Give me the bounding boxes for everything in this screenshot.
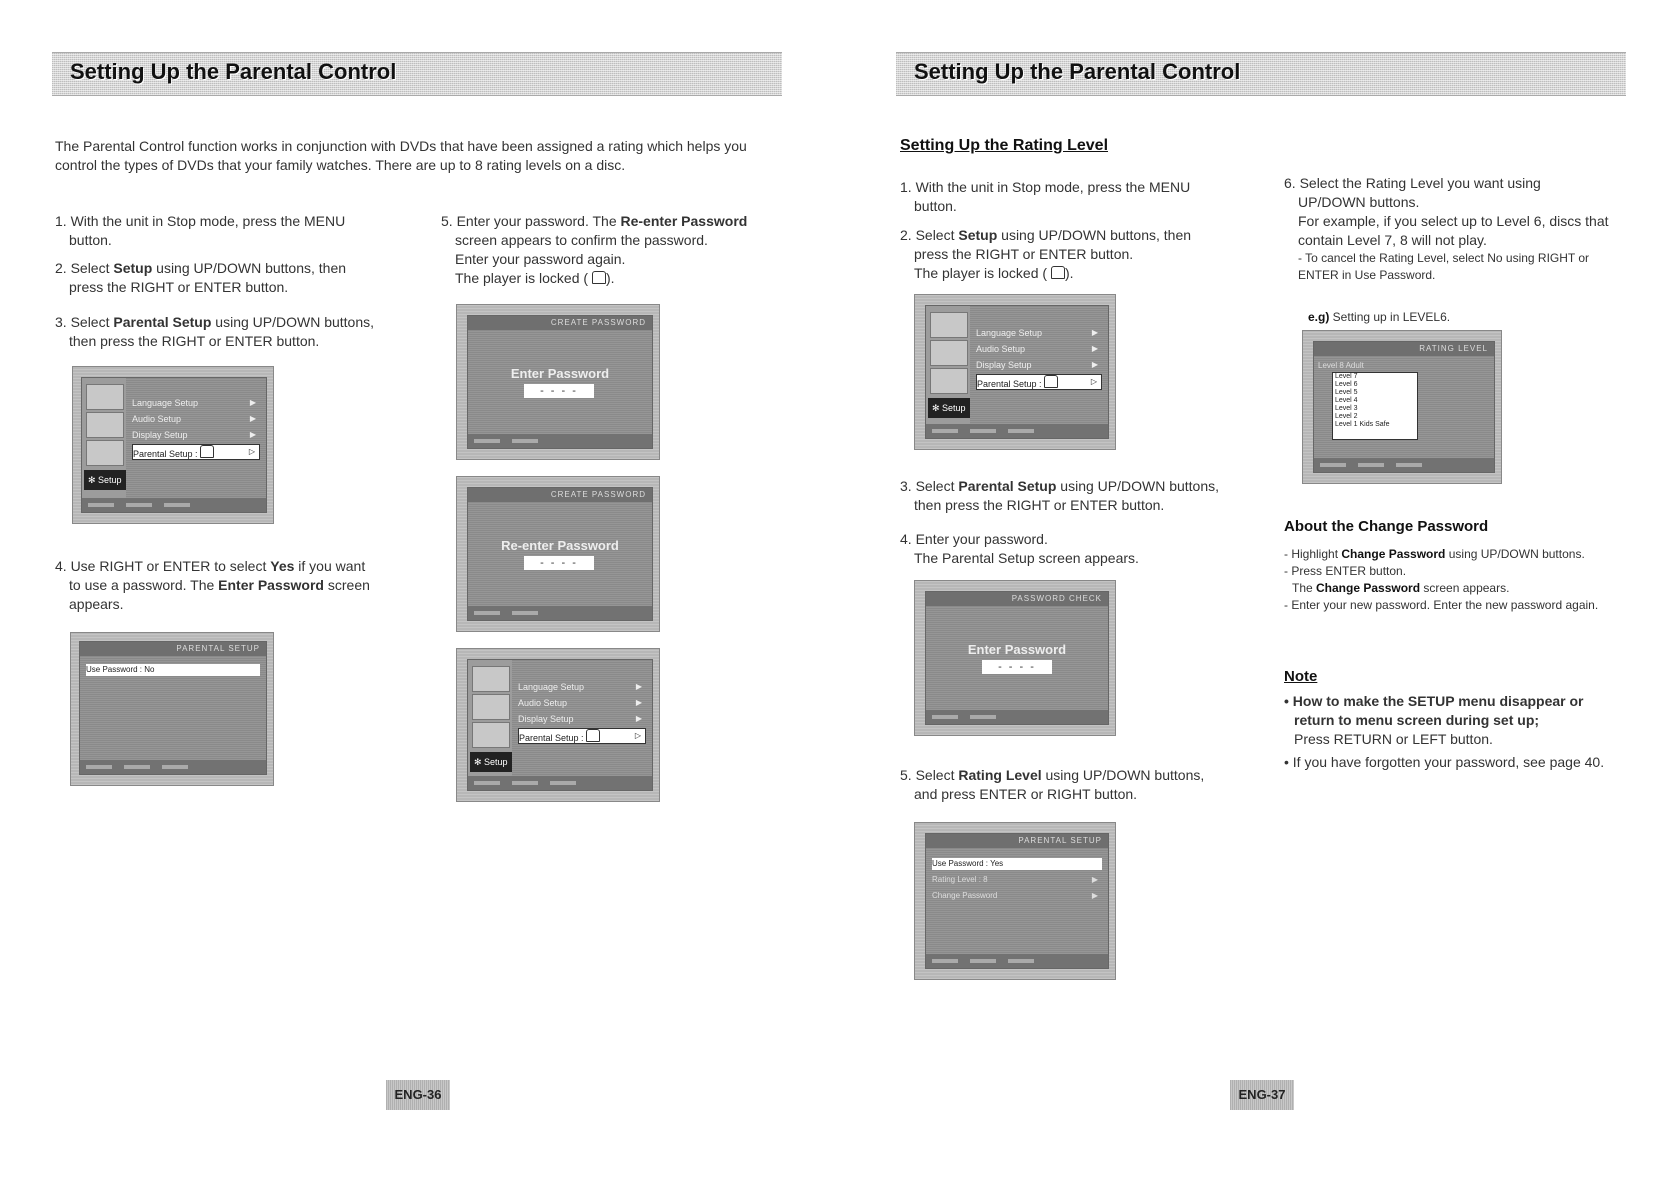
setup-label: Setup <box>484 757 508 767</box>
cp-line-1-c: using UP/DOWN buttons. <box>1445 547 1585 561</box>
step-5 <box>441 212 747 288</box>
rating-level-list <box>1332 372 1418 440</box>
screen-title-bar: CREATE PASSWORD <box>468 316 652 330</box>
enter-password-label: Enter Password <box>510 366 610 381</box>
step-5-line-2: screen appears to confirm the password. <box>455 232 708 248</box>
disc-menu-icon <box>930 312 968 338</box>
step-4-text-d: to use a password. The <box>69 577 219 593</box>
screen-bottom-bar <box>1314 458 1494 472</box>
r-step-4-line-1: 4. Enter your password. <box>900 531 1048 547</box>
step-1-line-1: 1. With the unit in Stop mode, press the MENU <box>55 213 346 229</box>
r-step-2-text-f: ). <box>1064 265 1074 281</box>
menu-item-audio <box>518 696 646 710</box>
function-menu-icon <box>86 440 124 466</box>
r-step-3-text-c: using UP/DOWN buttons, <box>1056 478 1220 494</box>
r-step-1-line-1: 1. With the unit in Stop mode, press the MENU <box>900 179 1191 195</box>
menu-item-language <box>132 396 260 410</box>
level-2-item: Level 2 <box>1335 413 1358 420</box>
title-menu-icon <box>86 412 124 438</box>
screen-bottom-bar <box>468 776 652 790</box>
menu-item-audio <box>976 342 1102 356</box>
screen-panel <box>81 377 267 513</box>
r-step-2-text-e: The player is locked ( <box>914 265 1051 281</box>
r-step-3-bold: Parental Setup <box>958 478 1057 494</box>
screen-title-bar: PASSWORD CHECK <box>926 592 1108 606</box>
arrow-right-icon: ▷ <box>634 731 641 740</box>
menu-item-language <box>976 326 1102 340</box>
r-step-4 <box>900 530 1139 568</box>
arrow-right-icon: ▶ <box>1091 344 1098 353</box>
right-header-banner <box>896 52 1626 96</box>
password-input-box: - - - - <box>524 556 594 570</box>
screen-bottom-bar <box>82 498 266 512</box>
step-2-bold: Setup <box>113 260 153 276</box>
step-3-line-2: then press the RIGHT or ENTER button. <box>69 333 320 349</box>
arrow-right-icon: ▷ <box>1090 377 1097 386</box>
r-step-5-line-2: and press ENTER or RIGHT button. <box>914 786 1138 802</box>
function-menu-icon <box>472 722 510 748</box>
r-step-3-text-a: 3. Select <box>900 478 959 494</box>
parental-setup-no-screen <box>70 632 274 786</box>
function-menu-icon <box>930 368 968 394</box>
cp-line-4: - Enter your new password. Enter the new password again. <box>1284 598 1599 612</box>
intro-line-2: control the types of DVDs that your family watches. There are up to 8 rating levels on a disc. <box>55 157 626 173</box>
screen-bottom-bar <box>926 710 1108 724</box>
page-number-right: ENG-37 <box>1230 1080 1294 1110</box>
step-4-text-a: 4. Use RIGHT or ENTER to select <box>55 558 271 574</box>
rating-level-screen <box>1302 330 1502 484</box>
screen-bottom-bar <box>468 434 652 448</box>
level-5-item: Level 5 <box>1335 389 1358 396</box>
setup-label: Setup <box>98 475 122 485</box>
step-4-bold-yes: Yes <box>270 558 295 574</box>
cp-line-1-a: - Highlight <box>1284 547 1342 561</box>
note-title: Note <box>1284 668 1318 685</box>
arrow-right-icon: ▶ <box>1091 328 1098 337</box>
screen-sidebar <box>926 306 970 438</box>
password-check-screen <box>914 580 1116 736</box>
step-5-line-3: Enter your password again. <box>455 251 626 267</box>
note-1-line-3: Press RETURN or LEFT button. <box>1294 731 1493 747</box>
use-password-row: Use Password : No <box>86 664 260 676</box>
change-password-instructions <box>1284 546 1598 614</box>
level-3-item: Level 3 <box>1335 405 1358 412</box>
rating-level-row <box>932 874 1102 886</box>
r-step-6 <box>1284 174 1609 284</box>
reenter-password-screen <box>456 476 660 632</box>
arrow-right-icon: ▷ <box>248 447 255 456</box>
menu-item-language-label: Language Setup <box>976 328 1043 338</box>
menu-item-parental-label: Parental Setup : <box>133 449 198 459</box>
step-3-bold: Parental Setup <box>113 314 212 330</box>
right-header-title: Setting Up the Parental Control <box>914 59 1241 84</box>
reenter-password-label: Re-enter Password <box>501 538 619 553</box>
intro-line-1: The Parental Control function works in conjunction with DVDs that have been assigned a rating which helps you <box>55 138 747 154</box>
r-step-3-line-2: then press the RIGHT or ENTER button. <box>914 497 1165 513</box>
step-4-bold-enter: Enter Password <box>218 577 324 593</box>
arrow-right-icon: ▶ <box>249 430 256 439</box>
screen-sidebar <box>468 660 512 790</box>
level-6-item: Level 6 <box>1335 381 1358 388</box>
left-header-banner <box>52 52 782 96</box>
step-3-text-a: 3. Select <box>55 314 114 330</box>
cp-line-3-a: The <box>1292 581 1317 595</box>
password-input-box: - - - - <box>524 384 594 398</box>
menu-item-display <box>132 428 260 442</box>
arrow-right-icon: ▶ <box>635 714 642 723</box>
screen-panel <box>925 833 1109 969</box>
page-number-left: ENG-36 <box>386 1080 450 1110</box>
menu-item-parental <box>976 374 1102 390</box>
lock-icon <box>1051 266 1065 279</box>
step-1-line-2: button. <box>69 232 112 248</box>
change-password-row-label: Change Password <box>932 891 998 900</box>
screen-bottom-bar <box>926 954 1108 968</box>
step-4 <box>55 557 370 614</box>
cp-line-3-c: screen appears. <box>1420 581 1510 595</box>
unlock-icon <box>200 445 214 458</box>
step-2-text-a: 2. Select <box>55 260 114 276</box>
r-step-5-text-a: 5. Select <box>900 767 959 783</box>
step-5-text-e: The player is locked ( <box>455 270 592 286</box>
screen-panel <box>467 487 653 621</box>
r-step-5-text-c: using UP/DOWN buttons, <box>1041 767 1205 783</box>
disc-menu-icon <box>86 384 124 410</box>
step-3 <box>55 313 374 351</box>
r-setup-menu-screen <box>914 294 1116 450</box>
rating-level-row-label: Rating Level : 8 <box>932 875 988 884</box>
step-4-text-c: if you want <box>294 558 366 574</box>
right-page <box>834 0 1668 1180</box>
level-1-item: Level 1 Kids Safe <box>1335 421 1390 428</box>
lock-icon <box>1044 375 1058 388</box>
step-4-text-f: screen <box>324 577 370 593</box>
r-step-6-line-3: For example, if you select up to Level 6, discs that <box>1298 213 1609 229</box>
level-8-row: Level 8 Adult <box>1318 361 1364 370</box>
menu-item-parental-label: Parental Setup : <box>977 379 1042 389</box>
screen-panel <box>467 315 653 449</box>
example-bold: e.g) <box>1308 310 1330 324</box>
setup-button: ✻ Setup <box>84 470 126 490</box>
menu-item-language-label: Language Setup <box>132 398 199 408</box>
menu-item-language-label: Language Setup <box>518 682 585 692</box>
r-step-5 <box>900 766 1204 804</box>
menu-item-parental-label: Parental Setup : <box>519 733 584 743</box>
menu-item-display-label: Display Setup <box>518 714 574 724</box>
setup-menu-screen <box>72 366 274 524</box>
menu-item-audio-label: Audio Setup <box>518 698 568 708</box>
cp-line-1-bold: Change Password <box>1341 547 1446 561</box>
menu-item-display <box>976 358 1102 372</box>
r-step-2-text-c: using UP/DOWN buttons, then <box>997 227 1192 243</box>
screen-title-bar: PARENTAL SETUP <box>926 834 1108 848</box>
title-menu-icon <box>930 340 968 366</box>
menu-item-parental <box>132 444 260 460</box>
step-2 <box>55 259 346 297</box>
screen-bottom-bar <box>468 606 652 620</box>
arrow-right-icon: ▶ <box>635 698 642 707</box>
r-step-2 <box>900 226 1191 283</box>
setup-button: ✻ Setup <box>928 398 970 418</box>
menu-item-parental <box>518 728 646 744</box>
arrow-right-icon: ▶ <box>1091 360 1098 369</box>
arrow-right-icon: ▶ <box>249 398 256 407</box>
arrow-right-icon: ▶ <box>249 414 256 423</box>
r-step-6-line-4: contain Level 7, 8 will not play. <box>1298 232 1487 248</box>
step-1 <box>55 212 345 250</box>
screen-title-bar: RATING LEVEL <box>1314 342 1494 356</box>
note-1-line-2: return to menu screen during set up; <box>1294 712 1540 728</box>
r-step-6-note-1: - To cancel the Rating Level, select No using RIGHT or <box>1298 251 1590 265</box>
step-5-bold: Re-enter Password <box>620 213 748 229</box>
parental-setup-yes-screen <box>914 822 1116 980</box>
menu-item-display-label: Display Setup <box>976 360 1032 370</box>
left-header-title: Setting Up the Parental Control <box>70 59 397 84</box>
screen-bottom-bar <box>80 760 266 774</box>
lock-icon <box>586 729 600 742</box>
change-password-title: About the Change Password <box>1284 518 1489 535</box>
menu-item-audio-label: Audio Setup <box>976 344 1026 354</box>
r-step-5-bold: Rating Level <box>958 767 1042 783</box>
r-step-6-line-1: 6. Select the Rating Level you want using <box>1284 175 1541 191</box>
screen-bottom-bar <box>926 424 1108 438</box>
setup-menu-locked-screen <box>456 648 660 802</box>
r-step-2-text-a: 2. Select <box>900 227 959 243</box>
step-2-text-c: using UP/DOWN buttons, then <box>152 260 347 276</box>
note-1-line-1: • How to make the SETUP menu disappear or <box>1284 693 1584 709</box>
step-2-line-2: press the RIGHT or ENTER button. <box>69 279 289 295</box>
use-password-row: Use Password : Yes <box>932 858 1102 870</box>
screen-panel <box>467 659 653 791</box>
r-step-6-line-2: UP/DOWN buttons. <box>1298 194 1420 210</box>
cp-line-2: - Press ENTER button. <box>1284 564 1407 578</box>
arrow-right-icon: ▶ <box>1091 875 1098 884</box>
r-step-4-line-2: The Parental Setup screen appears. <box>914 550 1139 566</box>
create-password-screen <box>456 304 660 460</box>
note-2: • If you have forgotten your password, see page 40. <box>1284 754 1605 770</box>
example-text: Setting up in LEVEL6. <box>1329 310 1451 324</box>
screen-sidebar <box>82 378 126 512</box>
setup-button: ✻ Setup <box>470 752 512 772</box>
step-5-text-f: ). <box>605 270 615 286</box>
screen-panel <box>1313 341 1495 473</box>
arrow-right-icon: ▶ <box>635 682 642 691</box>
menu-item-audio <box>132 412 260 426</box>
example-caption <box>1308 309 1450 326</box>
menu-item-display-label: Display Setup <box>132 430 188 440</box>
step-3-text-c: using UP/DOWN buttons, <box>211 314 375 330</box>
change-password-row <box>932 890 1102 902</box>
disc-menu-icon <box>472 666 510 692</box>
rating-level-subtitle: Setting Up the Rating Level <box>900 137 1109 154</box>
menu-item-display <box>518 712 646 726</box>
note-body <box>1284 692 1604 772</box>
r-step-3 <box>900 477 1219 515</box>
step-4-line-3: appears. <box>69 596 124 612</box>
lock-icon <box>592 271 606 284</box>
enter-password-label: Enter Password <box>967 642 1067 657</box>
r-step-2-bold: Setup <box>958 227 998 243</box>
level-7-item: Level 7 <box>1335 373 1358 380</box>
step-5-text-a: 5. Enter your password. The <box>441 213 621 229</box>
screen-panel <box>925 591 1109 725</box>
password-input-box: - - - - <box>982 660 1052 674</box>
screen-panel <box>925 305 1109 439</box>
level-4-item: Level 4 <box>1335 397 1358 404</box>
r-step-1 <box>900 178 1190 216</box>
r-step-6-note-2: ENTER in Use Password. <box>1298 268 1436 282</box>
screen-panel <box>79 641 267 775</box>
r-step-2-line-2: press the RIGHT or ENTER button. <box>914 246 1134 262</box>
screen-title-bar: PARENTAL SETUP <box>80 642 266 656</box>
title-menu-icon <box>472 694 510 720</box>
arrow-right-icon: ▶ <box>1091 891 1098 900</box>
intro-text <box>55 137 747 175</box>
r-step-1-line-2: button. <box>914 198 957 214</box>
menu-item-audio-label: Audio Setup <box>132 414 182 424</box>
menu-item-language <box>518 680 646 694</box>
cp-line-3-bold: Change Password <box>1316 581 1421 595</box>
screen-title-bar: CREATE PASSWORD <box>468 488 652 502</box>
setup-label: Setup <box>942 403 966 413</box>
